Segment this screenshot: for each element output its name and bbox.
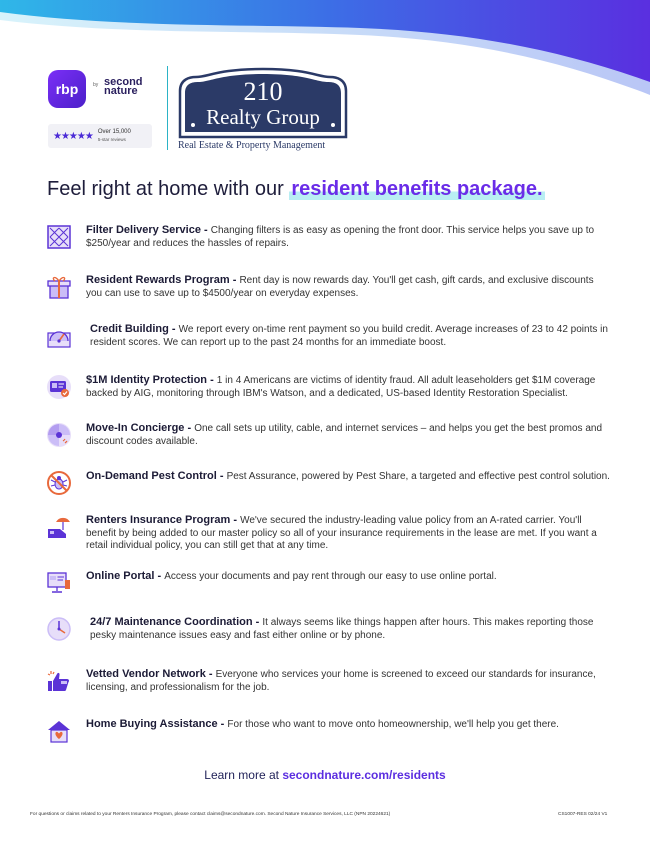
learn-more	[0, 768, 650, 782]
house-icon	[46, 718, 72, 744]
rating-badge	[48, 124, 152, 148]
realty-group-logo	[178, 67, 348, 139]
benefit-move-in-concierge	[46, 422, 616, 448]
benefit-title: Credit Building -	[90, 323, 179, 335]
benefit-description: One call sets up utility, cable, and internet services – and helps you get the best promos and discount codes available.	[86, 423, 603, 447]
gift-icon	[46, 274, 72, 300]
rbp-logo: rbp	[48, 70, 86, 108]
benefit-online-portal	[46, 570, 616, 596]
rating-sub: 5-star reviews	[97, 137, 126, 142]
benefit-title: On-Demand Pest Control -	[86, 470, 227, 482]
id-card-icon	[46, 374, 72, 400]
benefit-description: We've secured the industry-leading value policy from an A-rated carrier. You'll benefit by being added to our master policy so all of your insurance requirements in the lease are met. If you want a retail individual policy, you can still get that at any time.	[86, 515, 597, 551]
by-label: by	[93, 82, 99, 88]
benefit-title: 24/7 Maintenance Coordination -	[90, 616, 263, 628]
benefit-description: Rent day is now rewards day. You'll get cash, gift cards, and exclusive discounts you can use to save up to $4500/year on everyday expenses.	[86, 275, 594, 299]
rating-count: Over 15,000	[97, 129, 131, 135]
svg-text:Realty Group: Realty Group	[206, 105, 320, 129]
headline-highlight: resident benefits package.	[291, 178, 543, 200]
insurance-disclaimer: For questions or claims related to your Renters Insurance Program, please contact claims@secondnature.com. Second Nature Insurance Services, LLC (NPN 20224621)	[30, 812, 391, 817]
benefit-vendor-network	[46, 668, 616, 694]
document-code: CS1007-RES 02/24 V1	[558, 812, 608, 817]
page-headline	[47, 178, 627, 201]
residents-link[interactable]: secondnature.com/residents	[282, 768, 446, 782]
benefit-title: Resident Rewards Program -	[86, 274, 240, 286]
benefit-title: Online Portal -	[86, 570, 165, 582]
monitor-icon	[46, 570, 72, 596]
second-nature-wordmark: second nature	[104, 76, 143, 97]
benefit-maintenance	[46, 616, 616, 642]
benefit-resident-rewards	[46, 274, 616, 300]
benefit-description: 1 in 4 Americans are victims of identity fraud. All adult leaseholders get $1M coverage backed by AIG, monitoring through IBM's Watson, and a dedicated, US-based Identity Restoration Specialist.	[86, 375, 596, 399]
filter-icon	[46, 224, 72, 250]
benefit-description: It always seems like things happen after hours. This makes reporting those pesky maintenance issues easy and fast either online or by phone.	[90, 617, 594, 641]
stars-icon: ★★★★★	[53, 130, 93, 142]
benefit-title: Renters Insurance Program -	[86, 514, 241, 526]
benefit-title: Home Buying Assistance -	[86, 718, 228, 730]
benefit-title: Move-In Concierge -	[86, 422, 195, 434]
benefit-identity-protection	[46, 374, 616, 400]
umbrella-icon	[46, 514, 72, 540]
benefit-description: For those who want to move onto homeownership, we'll help you get there.	[227, 719, 559, 730]
benefit-description: Changing filters is as easy as opening the front door. This service helps you save up to $250/year and reduces the hassles of repairs.	[86, 225, 595, 249]
concierge-icon	[46, 422, 72, 448]
headline-lead: Feel right at home with our	[47, 178, 290, 200]
thumbs-up-icon	[46, 668, 72, 694]
logo-divider	[167, 66, 168, 150]
benefit-home-buying	[46, 718, 616, 744]
benefit-description: Everyone who services your home is screened to exceed our standards for insurance, licensing, and professionalism for the job.	[86, 669, 596, 693]
learn-more-label: Learn more at	[204, 768, 283, 782]
benefit-pest-control	[46, 470, 616, 496]
benefit-renters-insurance	[46, 514, 616, 553]
gauge-icon	[46, 323, 72, 349]
svg-text:210: 210	[243, 77, 283, 106]
benefit-title: $1M Identity Protection -	[86, 374, 217, 386]
benefit-description: Pest Assurance, powered by Pest Share, a targeted and effective pest control solution.	[226, 471, 610, 482]
benefit-filter-delivery	[46, 224, 616, 250]
benefit-description: We report every on-time rent payment so you build credit. Average increases of 23 to 42 points in resident scores. We can report up to the past 24 months for an immediate boost.	[90, 324, 608, 348]
benefit-title: Filter Delivery Service -	[86, 224, 211, 236]
clock-icon	[46, 616, 72, 642]
realty-tagline: Real Estate & Property Management	[178, 140, 326, 151]
benefit-description: Access your documents and pay rent through our easy to use online portal.	[164, 571, 497, 582]
no-bug-icon	[46, 470, 72, 496]
benefit-title: Vetted Vendor Network -	[86, 668, 216, 680]
benefit-credit-building	[46, 323, 616, 349]
